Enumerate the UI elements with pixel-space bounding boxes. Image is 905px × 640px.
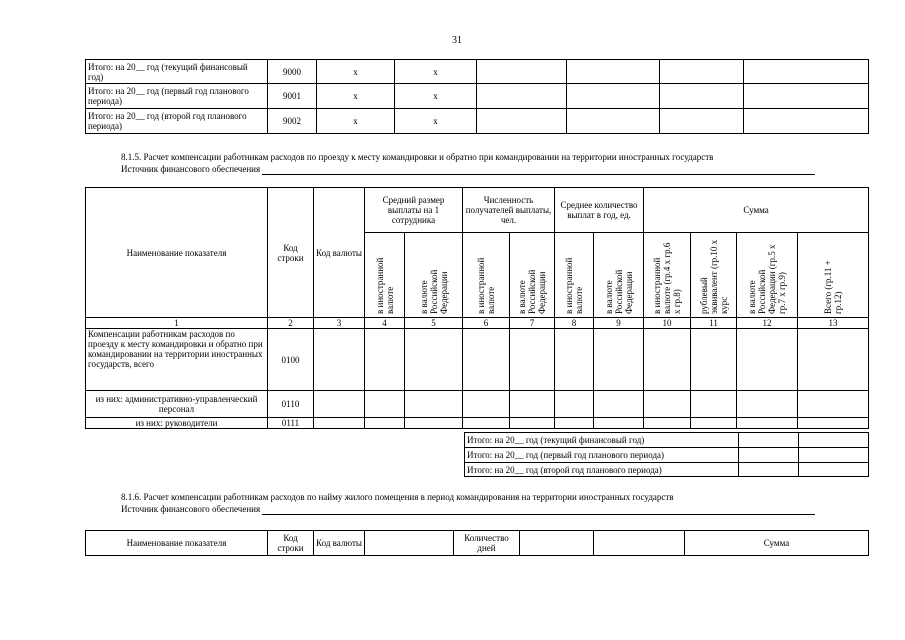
header-currency: Код валюты	[314, 188, 365, 318]
table-row	[86, 109, 869, 134]
section-title: 8.1.6. Расчет компенсации работникам расходов по найму жилого помещения в период командирования на территории иностранных государств	[121, 492, 674, 502]
source-line	[121, 164, 841, 175]
source-label: Источник финансового обеспечения	[121, 504, 261, 514]
column-number: 7	[510, 318, 555, 329]
header-days: Количество дней	[454, 531, 520, 556]
housing-table	[85, 530, 869, 556]
row-label: Итого: на 20__ год (второй год планового периода)	[86, 109, 268, 134]
cell-x: x	[317, 109, 395, 134]
subheader: в валюте Российской Федерации	[603, 269, 634, 314]
row-code: 9001	[268, 84, 317, 109]
table-row	[86, 84, 869, 109]
totals-table	[464, 432, 869, 477]
row-code: 9002	[268, 109, 317, 134]
row-label: из них: руководители	[86, 418, 268, 429]
total-label: Итого: на 20__ год (второй год планового периода)	[465, 463, 739, 477]
column-number: 2	[268, 318, 314, 329]
header-count: Численность получателей выплаты, чел.	[463, 188, 555, 233]
column-number: 13	[798, 318, 869, 329]
cell-x: x	[317, 84, 395, 109]
column-number: 11	[691, 318, 737, 329]
row-label: Итого: на 20__ год (первый год планового периода)	[86, 84, 268, 109]
row-label: из них: административно-управленческий персонал	[86, 391, 268, 418]
column-number: 5	[405, 318, 463, 329]
table-row	[86, 391, 869, 418]
table-row	[465, 463, 869, 477]
column-number: 4	[365, 318, 405, 329]
column-number: 3	[314, 318, 365, 329]
row-code: 0111	[268, 418, 314, 429]
subheader: рублевый эквивалент (гр.10 х курс	[698, 239, 729, 314]
subheader: в валюте Российской Федерации (гр.5 х гр.7 х гр.9)	[747, 244, 788, 314]
section-title: 8.1.5. Расчет компенсации работникам расходов по проезду к месту командировки и обратно при командировании на территории иностранных государств	[121, 152, 714, 162]
header-avg-qty: Среднее количество выплат в год, ед.	[555, 188, 644, 233]
header-sum: Сумма	[685, 531, 869, 556]
subheader: в иностранной валюте	[476, 257, 497, 314]
cell-x: x	[395, 84, 477, 109]
row-label: Компенсации работникам расходов по проезду к месту командировки и обратно при командировании на территории иностранных государств, всего	[86, 329, 268, 391]
total-label: Итого: на 20__ год (текущий финансовый год)	[465, 433, 739, 448]
column-number: 9	[594, 318, 644, 329]
source-line	[121, 504, 841, 515]
row-code: 0110	[268, 391, 314, 418]
compensation-table	[85, 187, 869, 429]
subheader: в валюте Российской Федерации	[517, 269, 548, 314]
column-number: 6	[463, 318, 510, 329]
subheader: в иностранной валюте (гр.4 х гр.6 х гр.8)	[652, 242, 683, 314]
source-field[interactable]	[262, 505, 815, 515]
source-label: Источник финансового обеспечения	[121, 164, 261, 174]
source-field[interactable]	[262, 165, 815, 175]
cell-x: x	[395, 109, 477, 134]
table-row	[465, 433, 869, 448]
header-name: Наименование показателя	[86, 188, 268, 318]
table-row	[86, 329, 869, 391]
column-number: 10	[644, 318, 691, 329]
top-totals-table	[85, 59, 869, 134]
header-avg-pay: Средний размер выплаты на 1 сотрудника	[365, 188, 463, 233]
subheader: Всего (гр.11 + гр.12)	[823, 260, 844, 314]
header-code: Код строки	[268, 188, 314, 318]
subheader: в иностранной валюте	[564, 257, 585, 314]
column-number: 8	[555, 318, 594, 329]
header-sum: Сумма	[644, 188, 869, 233]
row-code: 0100	[268, 329, 314, 391]
total-label: Итого: на 20__ год (первый год планового периода)	[465, 448, 739, 463]
table-row	[86, 60, 869, 84]
column-number: 1	[86, 318, 268, 329]
row-label: Итого: на 20__ год (текущий финансовый год)	[86, 60, 268, 84]
header-name: Наименование показателя	[86, 531, 268, 556]
page-number: 31	[452, 35, 462, 46]
column-numbers-row	[86, 318, 869, 329]
subheader: в иностранной валюте	[374, 257, 395, 314]
subheader: в валюте Российской Федерации	[418, 269, 449, 314]
cell-x: x	[317, 60, 395, 84]
table-row	[86, 418, 869, 429]
row-code: 9000	[268, 60, 317, 84]
cell-x: x	[395, 60, 477, 84]
table-row	[465, 448, 869, 463]
column-number: 12	[737, 318, 798, 329]
header-currency: Код валюты	[314, 531, 365, 556]
header-code: Код строки	[268, 531, 314, 556]
